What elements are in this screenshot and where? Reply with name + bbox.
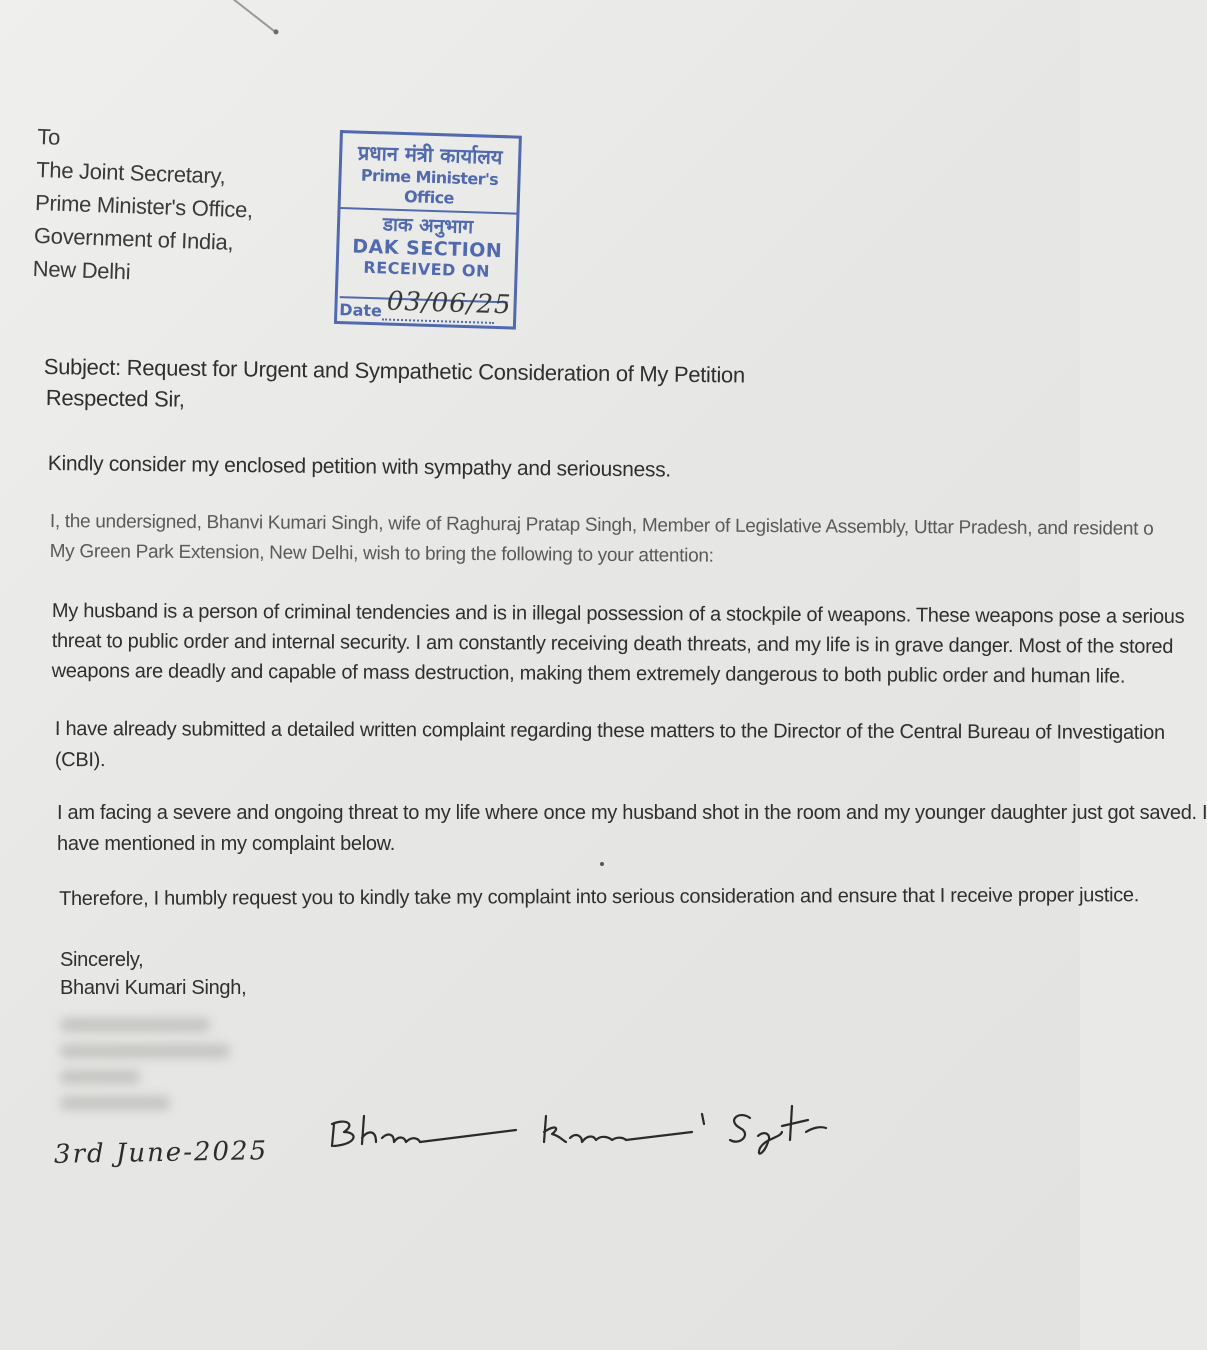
paragraph-1: Kindly consider my enclosed petition with sympathy and seriousness. — [47, 451, 671, 482]
recipient-line: Government of India, — [33, 222, 234, 255]
paragraph-2 — [50, 507, 1154, 575]
paragraph-line: My Green Park Extension, New Delhi, wish to bring the following to your attention: — [49, 540, 714, 567]
stamp-received-on: RECEIVED ON — [363, 257, 491, 281]
closing: Sincerely, — [60, 949, 144, 971]
redacted-line — [60, 1018, 210, 1032]
recipient-line: New Delhi — [32, 255, 131, 285]
recipient-line: The Joint Secretary, — [35, 156, 226, 189]
paragraph-line: have mentioned in my complaint below. — [57, 833, 395, 855]
paragraph-5 — [57, 798, 1207, 860]
pin-mark — [227, 0, 276, 33]
paragraph-line: I am facing a severe and ongoing threat to my life where once my husband shot in the room and my younger daughter just got saved. I — [57, 802, 1207, 824]
paper-speck — [600, 862, 604, 866]
redacted-contact-block — [60, 1006, 240, 1142]
recipient-address — [32, 120, 256, 293]
paragraph-line: weapons are deadly and capable of mass destruction, making them extremely dangerous to both public order and human life. — [51, 659, 1126, 688]
salutation: Respected Sir, — [45, 384, 185, 412]
recipient-line: Prime Minister's Office, — [34, 189, 254, 223]
redacted-line — [60, 1070, 140, 1084]
paragraph-line: My husband is a person of criminal tendencies and is in illegal possession of a stockpile of weapons. These weapons pose a serious — [51, 599, 1185, 628]
paragraph-3 — [52, 596, 1185, 692]
stamp-section: DAK SECTION — [351, 235, 503, 263]
paragraph-line: threat to public order and internal security. I am constantly receiving death threats, and my life is in grave danger. Most of the stored — [51, 629, 1174, 658]
paragraph-line: I, the undersigned, Bhanvi Kumari Singh, wife of Raghuraj Pratap Singh, Member of Legislative Assembly, Uttar Pradesh, and resident o — [49, 510, 1154, 540]
paragraph-line: (CBI). — [54, 748, 106, 772]
paragraph-6: Therefore, I humbly request you to kindly take my complaint into serious consideration and ensure that I receive proper justice. — [59, 884, 1140, 910]
sender-name: Bhanvi Kumari Singh, — [60, 977, 247, 999]
stamp-date-label: Date — [339, 300, 383, 321]
stamp-date-value: 03/06/25 — [386, 286, 513, 321]
received-stamp — [334, 130, 522, 330]
redacted-line — [60, 1044, 230, 1058]
subject-line: Subject: Request for Urgent and Sympathetic Consideration of My Petition — [43, 353, 746, 388]
paragraph-4 — [55, 714, 1165, 780]
stamp-hindi-section: डाक अनुभाग — [382, 213, 474, 239]
handwritten-date: 3rd June-2025 — [53, 1136, 269, 1170]
stamp-office-title: Prime Minister's Office — [341, 165, 518, 215]
redacted-line — [60, 1096, 170, 1110]
handwritten-signature — [320, 1080, 840, 1160]
paragraph-line: I have already submitted a detailed written complaint regarding these matters to the Director of the Central Bureau of Investigation — [54, 718, 1165, 744]
recipient-line: To — [36, 123, 61, 150]
stamp-hindi-title: प्रधान मंत्री कार्यालय — [357, 140, 503, 170]
